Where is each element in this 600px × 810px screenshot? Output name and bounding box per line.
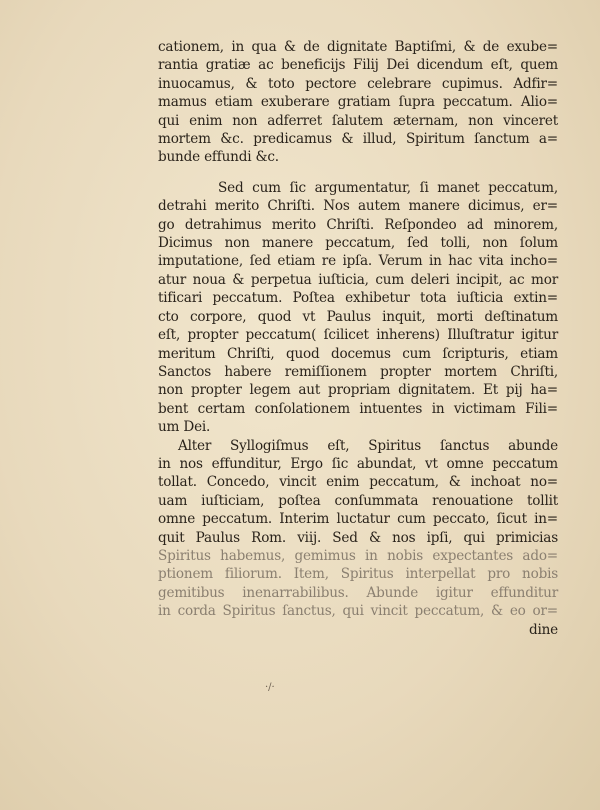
text-line: Sed cum ſic argumentatur, ſi manet peccatum, (218, 179, 558, 196)
page-foot-mark: ·/· (265, 682, 275, 693)
paragraph-2 (158, 179, 558, 437)
text-line: go detrahimus merito Chriſti. Reſpondeo ad minorem, (158, 216, 558, 233)
text-line: tificari peccatum. Poſtea exhibetur tota iuſticia extin= (158, 290, 558, 307)
paragraph-1 (158, 38, 558, 167)
text-line: Alter Syllogiſmus eſt, Spiritus ſanctus abunde (178, 437, 558, 454)
text-line: in nos effunditur, Ergo ſic abundat, vt omne peccatum (158, 455, 558, 472)
text-line: mortem &c. predicamus & illud, Spiritum ſanctum a= (158, 131, 558, 148)
text-line: bunde effundi &c. (158, 149, 279, 166)
text-line: atur noua & perpetua iuſticia, cum deleri incipit, ac mor (158, 271, 558, 288)
text-block (158, 38, 558, 639)
text-line: tollat. Concedo, vincit enim peccatum, & inchoat no= (158, 474, 558, 491)
text-line: uam iuſticiam, poſtea conſummata renouatione tollit (158, 492, 558, 509)
text-line: um Dei. (158, 419, 211, 436)
text-line: bent certam conſolationem intuentes in victimam Fili= (158, 400, 558, 417)
text-line: gemitibus inenarrabilibus. Abunde igitur effunditur (158, 584, 558, 601)
paragraph-3 (158, 437, 558, 639)
text-line: cationem, in qua & de dignitate Baptiſmi, & de exube= (158, 39, 558, 55)
text-line: quit Paulus Rom. viij. Sed & nos ipſi, qui primicias (158, 529, 558, 546)
text-line: meritum Chriſti, quod docemus cum ſcripturis, etiam (158, 345, 558, 362)
text-line: Dicimus non manere peccatum, ſed tolli, non ſolum (158, 235, 558, 252)
text-line: Spiritus habemus, gemimus in nobis expectantes ado= (158, 547, 558, 564)
text-line: omne peccatum. Interim luctatur cum peccato, ſicut in= (158, 511, 558, 528)
text-line: eſt, propter peccatum( ſcilicet inherens) Illuſtratur igitur (158, 327, 558, 344)
text-line: mamus etiam exuberare gratiam ſupra peccatum. Alio= (158, 94, 558, 111)
text-line: ptionem filiorum. Item, Spiritus interpellat pro nobis (158, 566, 558, 583)
text-line: rantia gratiæ ac beneficijs Filij Dei dicendum eſt, quem (158, 57, 558, 74)
text-line: inuocamus, & toto pectore celebrare cupimus. Adfir= (158, 75, 558, 92)
text-line: Sanctos habere remiſſionem propter mortem Chriſti, (158, 363, 558, 380)
catchword: dine (528, 621, 558, 638)
text-line: detrahi merito Chriſti. Nos autem manere dicimus, er= (158, 198, 558, 215)
text-line: cto corpore, quod vt Paulus inquit, morti deſtinatum (158, 308, 558, 325)
text-line: qui enim non adferret ſalutem æternam, non vinceret (158, 112, 558, 129)
text-line: in corda Spiritus ſanctus, qui vincit peccatum, & eo or= (158, 603, 558, 620)
text-line: imputatione, ſed etiam re ipſa. Verum in hac vita incho= (158, 253, 558, 270)
text-line: non propter legem aut propriam dignitatem. Et pij ha= (158, 382, 558, 399)
